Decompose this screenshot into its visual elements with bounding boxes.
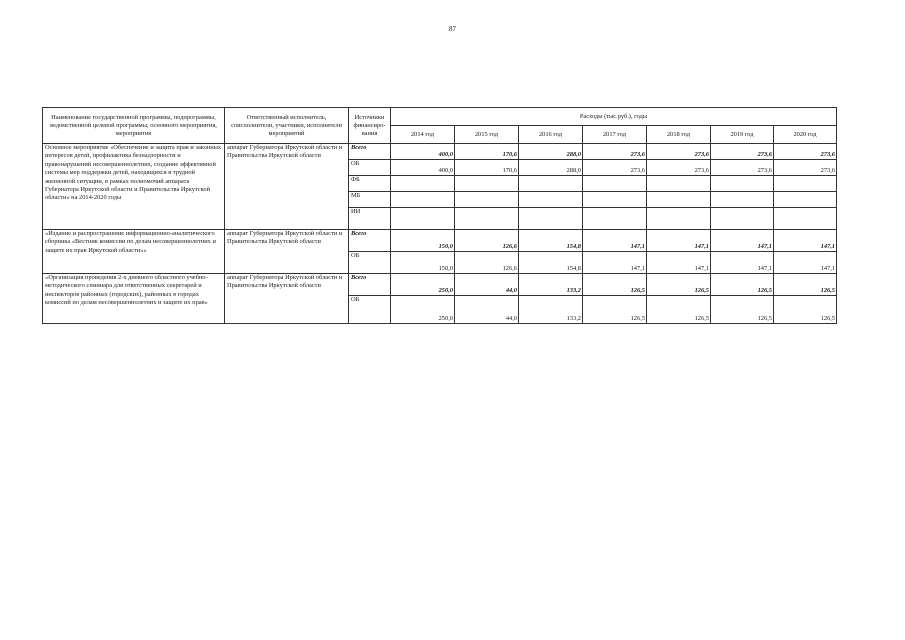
cell-value: 126,5	[774, 274, 837, 296]
cell-value: 273,6	[774, 160, 837, 176]
cell-value: 170,6	[455, 160, 519, 176]
cell-value: 250,0	[391, 274, 455, 296]
cell-value	[583, 176, 647, 192]
cell-value: 126,6	[455, 230, 519, 252]
cell-value: 170,6	[455, 144, 519, 160]
cell-value	[774, 208, 837, 230]
cell-value	[519, 208, 583, 230]
row-source: ФБ	[349, 176, 391, 192]
row-source: ОБ	[349, 296, 391, 324]
page-number: 87	[449, 25, 456, 33]
cell-value: 126,5	[647, 296, 711, 324]
cell-value	[774, 192, 837, 208]
row-source: МБ	[349, 192, 391, 208]
header-year: 2016 год	[519, 126, 583, 144]
cell-value	[391, 208, 455, 230]
cell-value	[774, 176, 837, 192]
header-year: 2014 год	[391, 126, 455, 144]
header-year: 2015 год	[455, 126, 519, 144]
cell-value	[455, 176, 519, 192]
cell-value: 126,5	[647, 274, 711, 296]
header-name: Наименование государственной программы, подпрограммы, ведомственной целевой программы, основного мероприятия, мероприятия	[43, 108, 225, 144]
budget-table-container	[42, 107, 836, 324]
cell-value: 147,1	[647, 230, 711, 252]
cell-value	[711, 208, 774, 230]
cell-value: 273,6	[647, 144, 711, 160]
cell-value: 273,6	[711, 160, 774, 176]
header-year: 2018 год	[647, 126, 711, 144]
row-executor: аппарат Губернатора Иркутской области и Правительства Иркутской области	[225, 144, 349, 230]
cell-value: 147,1	[647, 252, 711, 274]
row-source: ОБ	[349, 252, 391, 274]
row-name: «Издание и распространение информационно-аналитического сборника «Вестник комиссии по делам несовершеннолетних и защите их прав Иркутской области»»	[43, 230, 225, 274]
cell-value	[455, 208, 519, 230]
cell-value: 126,5	[774, 296, 837, 324]
table-row	[43, 144, 837, 160]
budget-table	[42, 107, 837, 324]
cell-value: 147,1	[583, 230, 647, 252]
cell-value: 400,0	[391, 144, 455, 160]
cell-value: 273,6	[583, 144, 647, 160]
cell-value: 288,0	[519, 160, 583, 176]
row-source: ОБ	[349, 160, 391, 176]
header-executor: Ответственный исполнитель, соисполнители, участники, исполнители мероприятий	[225, 108, 349, 144]
cell-value: 288,0	[519, 144, 583, 160]
cell-value: 126,5	[583, 296, 647, 324]
cell-value	[647, 208, 711, 230]
cell-value: 147,1	[774, 252, 837, 274]
cell-value: 147,1	[711, 252, 774, 274]
cell-value: 126,6	[455, 252, 519, 274]
cell-value	[647, 192, 711, 208]
row-executor: аппарат Губернатора Иркутской области и Правительства Иркутской области	[225, 274, 349, 324]
cell-value: 150,0	[391, 230, 455, 252]
cell-value	[711, 176, 774, 192]
cell-value	[583, 208, 647, 230]
cell-value: 273,6	[647, 160, 711, 176]
header-year: 2017 год	[583, 126, 647, 144]
cell-value	[711, 192, 774, 208]
cell-value: 126,5	[711, 296, 774, 324]
header-expenses: Расходы (тыс.руб.), годы	[391, 108, 837, 126]
row-source: Всего	[349, 144, 391, 160]
cell-value: 147,1	[774, 230, 837, 252]
cell-value: 273,6	[774, 144, 837, 160]
table-row	[43, 230, 837, 252]
cell-value: 273,6	[583, 160, 647, 176]
cell-value: 150,0	[391, 252, 455, 274]
table-row	[43, 274, 837, 296]
header-year: 2019 год	[711, 126, 774, 144]
cell-value: 126,5	[583, 274, 647, 296]
cell-value: 154,8	[519, 252, 583, 274]
cell-value: 147,1	[711, 230, 774, 252]
cell-value: 44,0	[455, 296, 519, 324]
cell-value	[455, 192, 519, 208]
cell-value	[647, 176, 711, 192]
header-sources: Источники финансиро-вания	[349, 108, 391, 144]
row-source: Всего	[349, 230, 391, 252]
cell-value: 273,6	[711, 144, 774, 160]
cell-value: 133,2	[519, 274, 583, 296]
row-source: ИИ	[349, 208, 391, 230]
row-executor: аппарат Губернатора Иркутской области и Правительства Иркутской области	[225, 230, 349, 274]
cell-value	[391, 176, 455, 192]
row-source: Всего	[349, 274, 391, 296]
cell-value: 147,1	[583, 252, 647, 274]
cell-value: 126,5	[711, 274, 774, 296]
cell-value: 154,8	[519, 230, 583, 252]
cell-value	[519, 176, 583, 192]
header-year: 2020 год	[774, 126, 837, 144]
cell-value: 250,0	[391, 296, 455, 324]
cell-value	[583, 192, 647, 208]
cell-value	[391, 192, 455, 208]
row-name: Основное мероприятие «Обеспечение и защита прав и законных интересов детей, профилактика безнадзорности и правонарушений несовершеннолетних, создание эффективной системы мер поддержки детей, находящихся в трудной жизненной ситуации, в рамках полномочий аппарата Губернатора Иркутской области и Правительства Иркутской области» на 2014-2020 годы	[43, 144, 225, 230]
cell-value: 400,0	[391, 160, 455, 176]
row-name: «Организация проведения 2-х дневного областного учебно-методического семинара для ответственных секретарей и инспекторов районных (городских), районных в городах комиссий по делам несовершеннолетних и защите их прав»	[43, 274, 225, 324]
cell-value: 133,2	[519, 296, 583, 324]
cell-value: 44,0	[455, 274, 519, 296]
cell-value	[519, 192, 583, 208]
